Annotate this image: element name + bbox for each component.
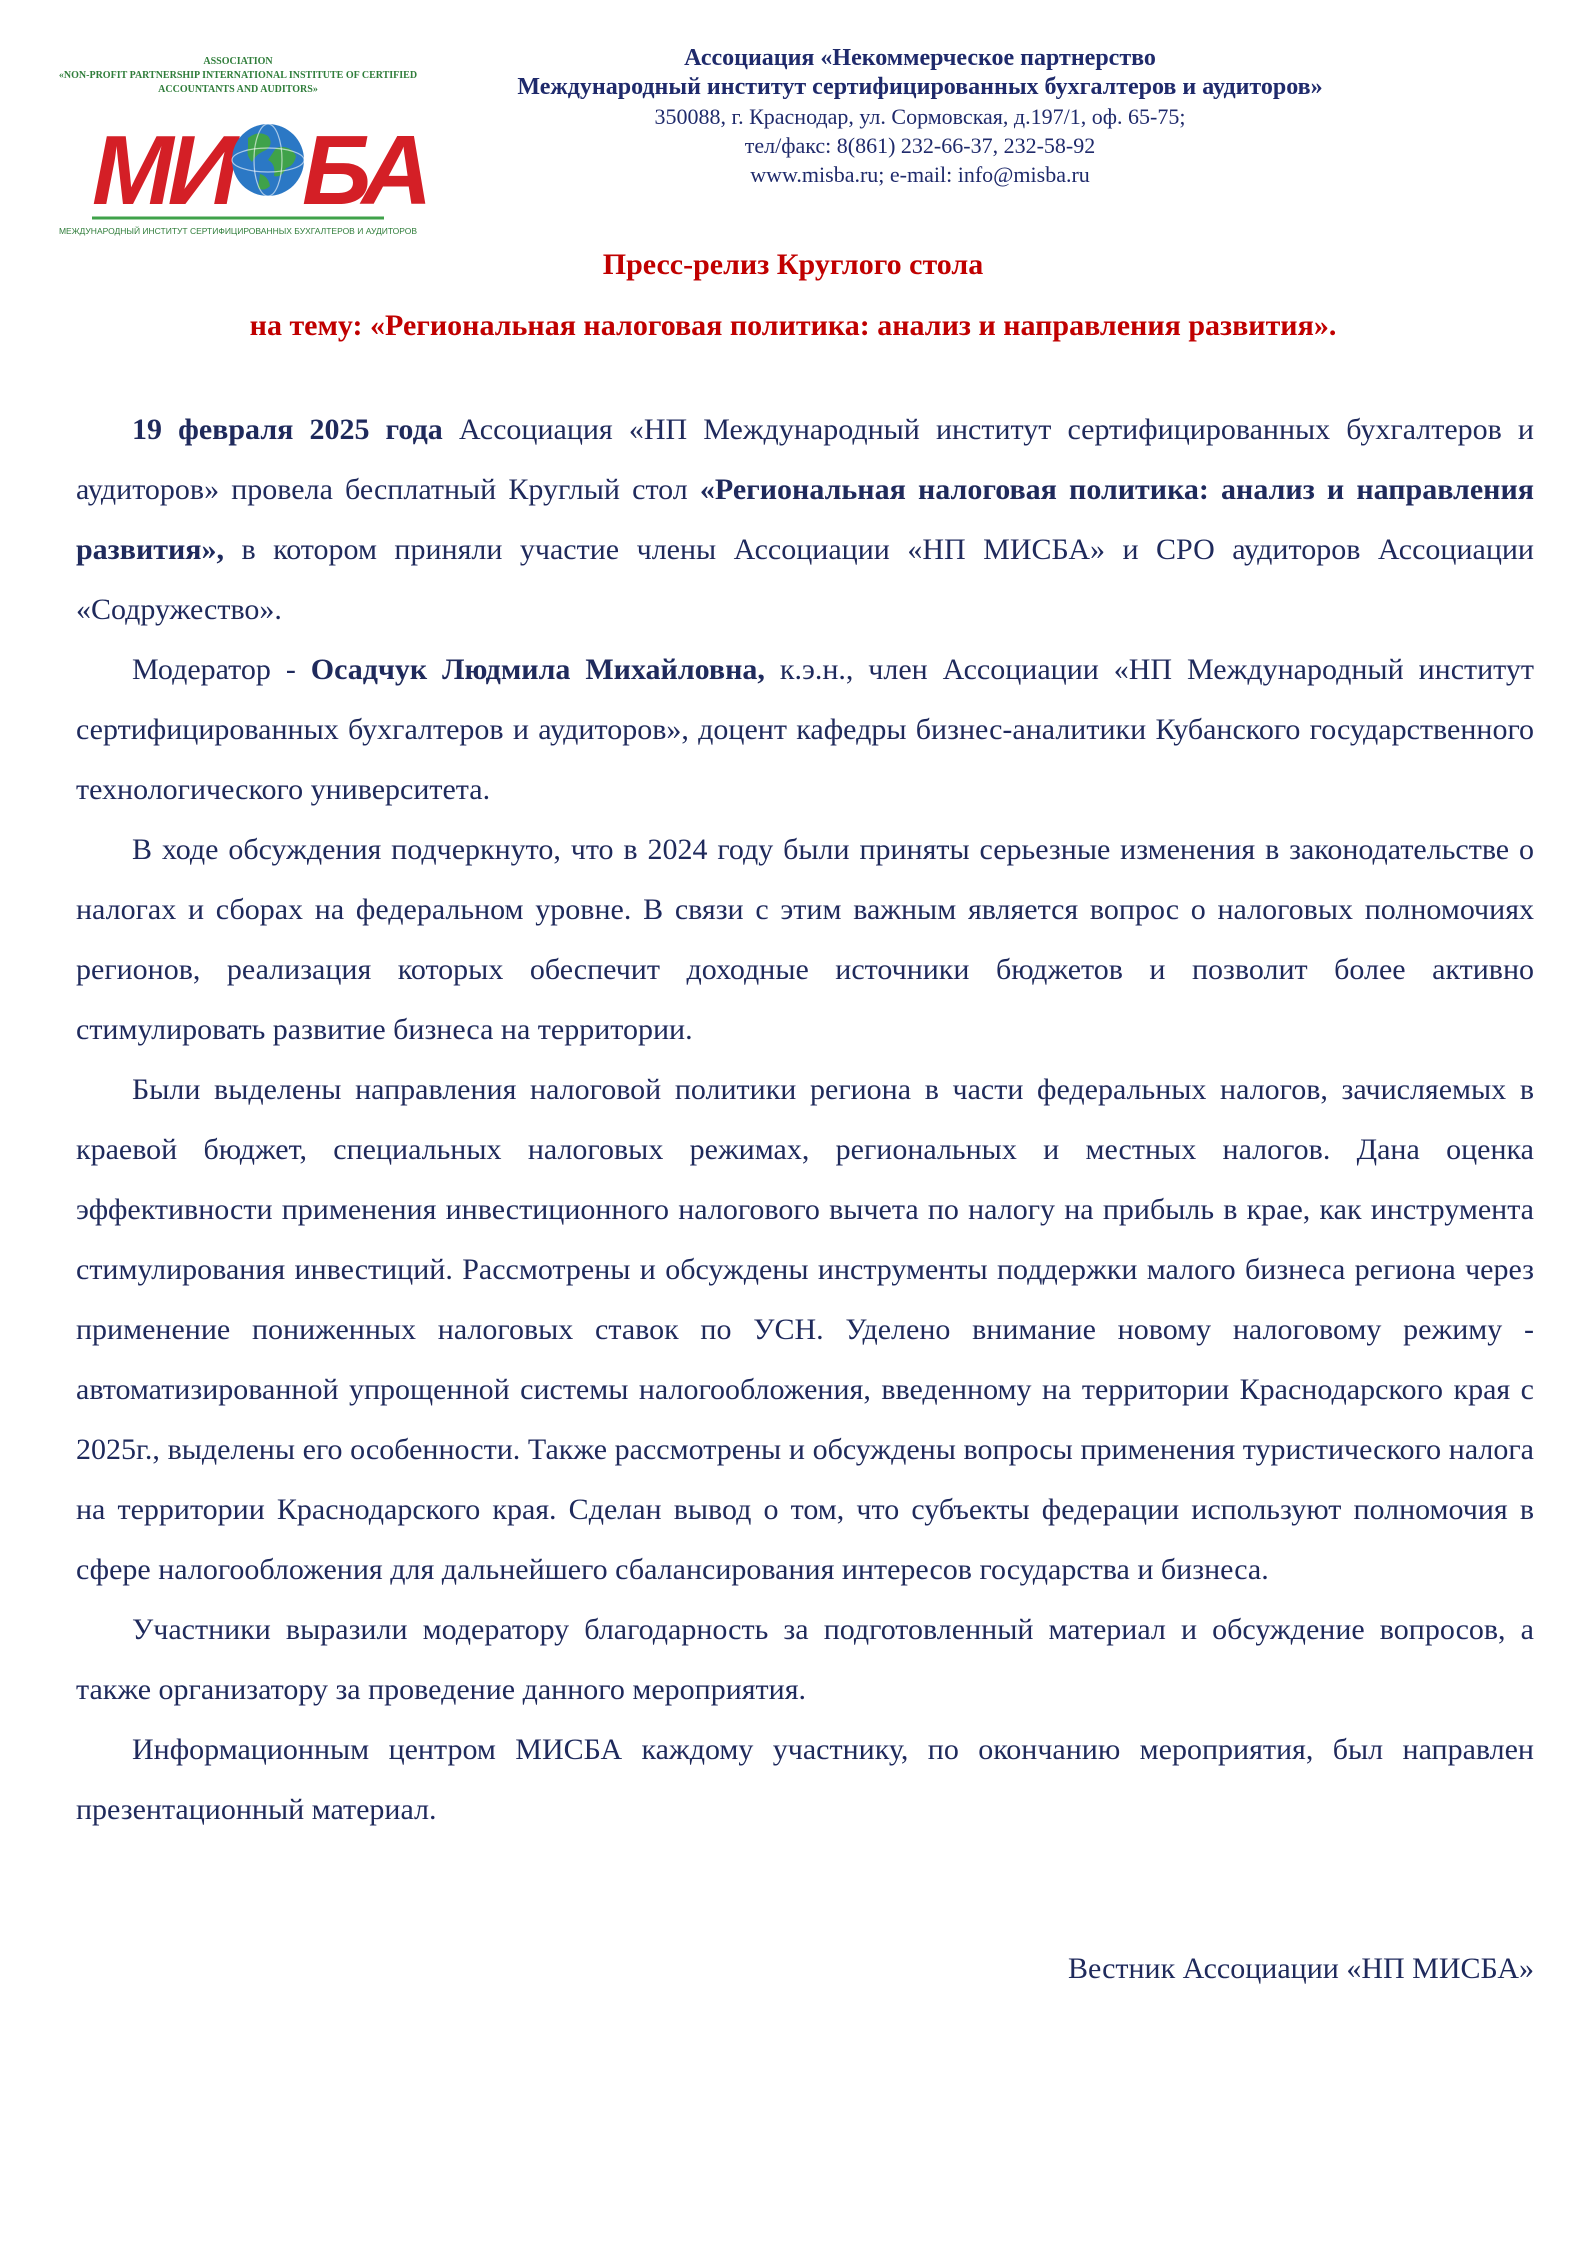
event-text-2: в котором приняли участие члены Ассоциации «НП МИСБА» и СРО аудиторов Ассоциации «Содружество». [76,533,1534,626]
org-phone: тел/факс: 8(861) 232-66-37, 232-58-92 [744,133,1096,158]
paragraph-materials: Информационным центром МИСБА каждому участнику, по окончанию мероприятия, был направлен презентационный материал. [76,1733,1534,1826]
moderator-details: к.э.н., член Ассоциации «НП Международный институт сертифицированных бухгалтеров и аудиторов», доцент кафедры бизнес-аналитики Кубанского государственного технологического университета. [76,653,1535,806]
misba-logo [58,56,427,246]
paragraph-thanks: Участники выразили модератору благодарность за подготовленный материал и обсуждение вопросов, а также организатору за проведение данного мероприятия. [76,1613,1534,1706]
paragraph-event [76,400,1534,640]
org-name-line-2: Международный институт сертифицированных бухгалтеров и аудиторов» [517,74,1323,100]
logo-top-line-1: ASSOCIATION [203,56,273,67]
logo-wordmark-right: БА [302,115,427,225]
globe-icon [232,124,304,196]
org-name-line-1: Ассоциация «Некоммерческое партнерство [684,45,1156,71]
moderator-label: Модератор - [132,653,311,686]
logo-top-line-2: «NON-PROFIT PARTNERSHIP INTERNATIONAL INSTITUTE OF CERTIFIED [58,70,418,81]
org-address: 350088, г. Краснодар, ул. Сормовская, д.197/1, оф. 65-75; [654,104,1186,129]
event-topic: «Региональная налоговая политика: анализ и направления развития», [76,473,1534,566]
paragraph-discussion: В ходе обсуждения подчеркнуто, что в 2024 году были приняты серьезные изменения в законодательстве о налогах и сборах на федеральном уровне. В связи с этим важным является вопрос о налоговых полномочиях регионов, реализация которых обеспечит доходные источники бюджетов и позволит более активно стимулировать развитие бизнеса на территории. [76,833,1534,1046]
organization-header [420,44,1420,189]
paragraph-directions: Были выделены направления налоговой политики региона в части федеральных налогов, зачисляемых в краевой бюджет, специальных налоговых режимах, региональных и местных налогов. Дана оценка эффективности применения инвестиционного налогового вычета по налогу на прибыль в крае, как инструмента стимулирования инвестиций. Рассмотрены и обсуждены инструменты поддержки малого бизнеса региона через применение пониженных налоговых ставок по УСН. Уделено внимание новому налоговому режиму - автоматизированной упрощенной системы налогообложения, введенному на территории Краснодарского края с 2025г., выделены его особенности. Также рассмотрены и обсуждены вопросы применения туристического налога на территории Краснодарского края. Сделан вывод о том, что субъекты федерации используют полномочия в сфере налогообложения для дальнейшего сбалансирования интересов государства и бизнеса. [76,1073,1534,1586]
moderator-name: Осадчук Людмила Михайловна, [310,653,765,686]
signature: Вестник Ассоциации «НП МИСБА» [1068,1952,1534,1985]
logo-top-line-3: ACCOUNTANTS AND AUDITORS» [158,84,318,95]
paragraph-moderator [76,640,1534,820]
event-text-1: Ассоциация «НП Международный институт сертифицированных бухгалтеров и аудиторов» провела бесплатный Круглый стол [76,413,1534,506]
press-release-body [76,400,1534,1840]
logo-bottom-line: МЕЖДУНАРОДНЫЙ ИНСТИТУТ СЕРТИФИЦИРОВАННЫХ БУХГАЛТЕРОВ И АУДИТОРОВ [58,226,418,236]
org-web-email: www.misba.ru; e-mail: info@misba.ru [750,162,1090,187]
press-release-title: Пресс-релиз Круглого стола [602,248,984,281]
logo-wordmark-left: МИ [92,115,233,225]
event-date: 19 февраля 2025 года [132,413,443,446]
misba-logo-graphic [58,56,427,246]
press-release-subtitle: на тему: «Региональная налоговая политика: анализ и направления развития». [249,309,1337,342]
